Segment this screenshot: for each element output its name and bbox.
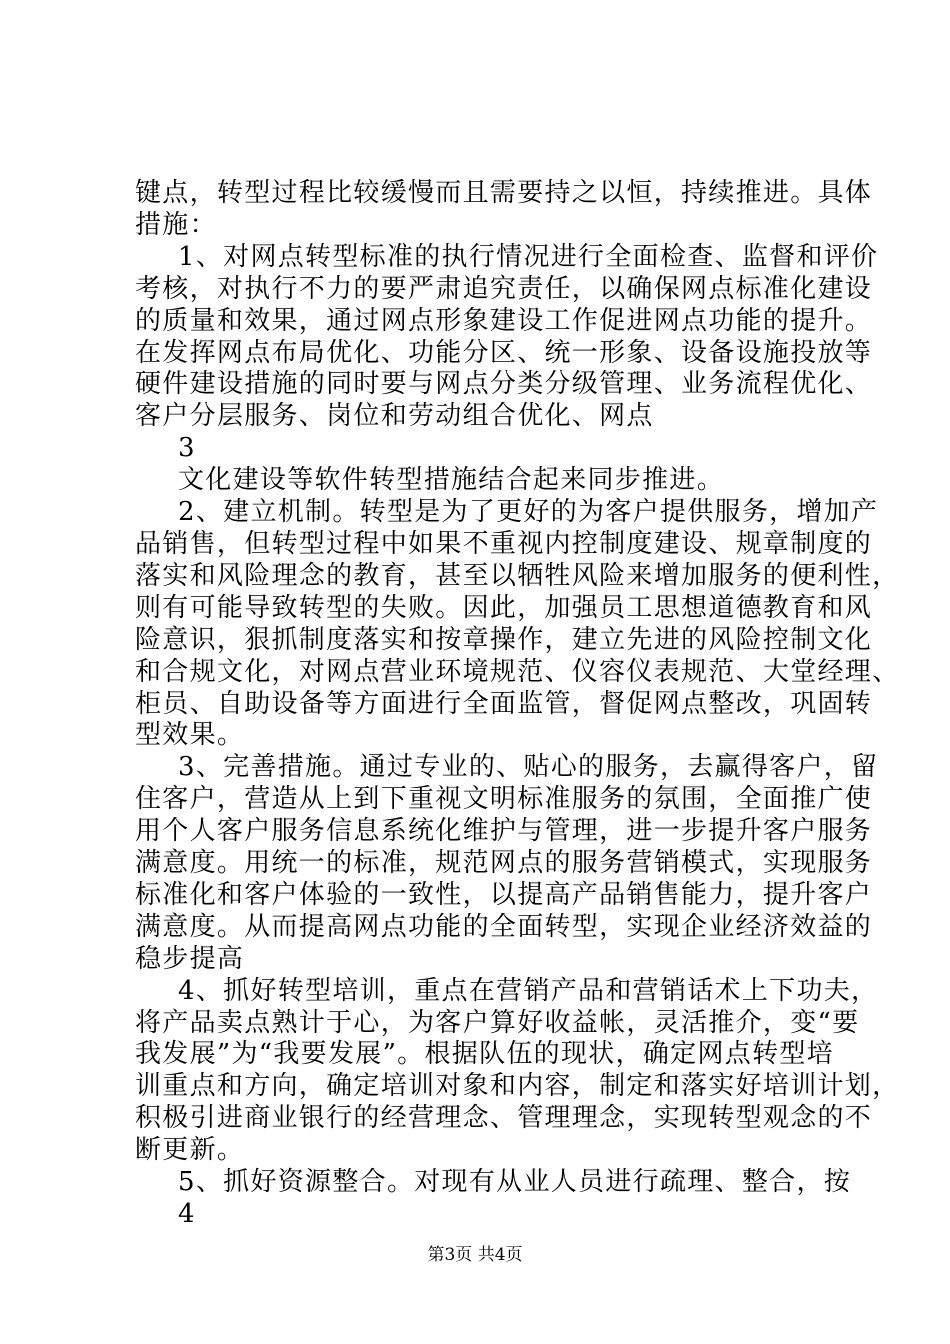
body-line: 满意度。用统一的标准，规范网点的服务营销模式，实现服务 [135,848,873,878]
body-line: 品销售，但转型过程中如果不重视内控制度建设、规章制度的 [135,529,873,559]
paragraph-2-start: 2、建立机制。转型是为了更好的为客户提供服务，增加产 [178,497,879,527]
body-line: 训重点和方向，确定培训对象和内容，制定和落实好培训计划， [135,1071,900,1101]
body-line: 稳步提高 [135,944,245,974]
body-line: 将产品卖点熟计于心，为客户算好收益帐，灵活推介，变“要 [135,1008,860,1038]
page-footer: 第3页 共4页 [427,1245,523,1265]
body-line: 键点，转型过程比较缓慢而且需要持之以恒，持续推进。具体 [135,178,873,208]
body-line: 则有可能导致转型的失败。因此，加强员工思想道德教育和风 [135,593,873,623]
page-number-marker-end: 4 [178,1199,196,1229]
body-line: 措施： [135,210,217,240]
body-line: 和合规文化，对网点营业环境规范、仪容仪表规范、大堂经理、 [135,657,900,687]
body-line: 型效果。 [135,720,245,750]
body-line: 文化建设等软件转型措施结合起来同步推进。 [178,465,725,495]
body-line: 我发展”为“我要发展”。根据队伍的现状，确定网点转型培 [135,1039,834,1069]
body-line: 标准化和客户体验的一致性，以提高产品销售能力，提升客户 [135,880,873,910]
body-line: 在发挥网点布局优化、功能分区、统一形象、设备设施投放等 [135,338,873,368]
body-line: 用个人客户服务信息系统化维护与管理，进一步提升客户服务 [135,816,873,846]
page-number-marker: 3 [178,433,196,463]
body-line: 的质量和效果，通过网点形象建设工作促进网点功能的提升。 [135,306,873,336]
body-line: 住客户，营造从上到下重视文明标准服务的氛围，全面推广使 [135,784,873,814]
body-line: 柜员、自助设备等方面进行全面监管，督促网点整改，巩固转 [135,689,873,719]
paragraph-3-start: 3、完善措施。通过专业的、贴心的服务，去赢得客户，留 [178,752,879,782]
paragraph-1-start: 1、对网点转型标准的执行情况进行全面检查、监督和评价 [178,242,879,272]
body-line: 考核，对执行不力的要严肃追究责任，以确保网点标准化建设 [135,274,873,304]
body-line: 断更新。 [135,1135,245,1165]
body-line: 硬件建设措施的同时要与网点分类分级管理、业务流程优化、 [135,369,873,399]
body-line: 客户分层服务、岗位和劳动组合优化、网点 [135,401,654,431]
body-line: 满意度。从而提高网点功能的全面转型，实现企业经济效益的 [135,912,873,942]
body-line: 险意识，狠抓制度落实和按章操作，建立先进的风险控制文化 [135,625,873,655]
paragraph-4-start: 4、抓好转型培训，重点在营销产品和营销话术上下功夫， [178,976,879,1006]
body-line: 积极引进商业银行的经营理念、管理理念，实现转型观念的不 [135,1103,873,1133]
paragraph-5-start: 5、抓好资源整合。对现有从业人员进行疏理、整合，按 [178,1167,852,1197]
body-line: 落实和风险理念的教育，甚至以牺牲风险来增加服务的便利性， [135,561,900,591]
